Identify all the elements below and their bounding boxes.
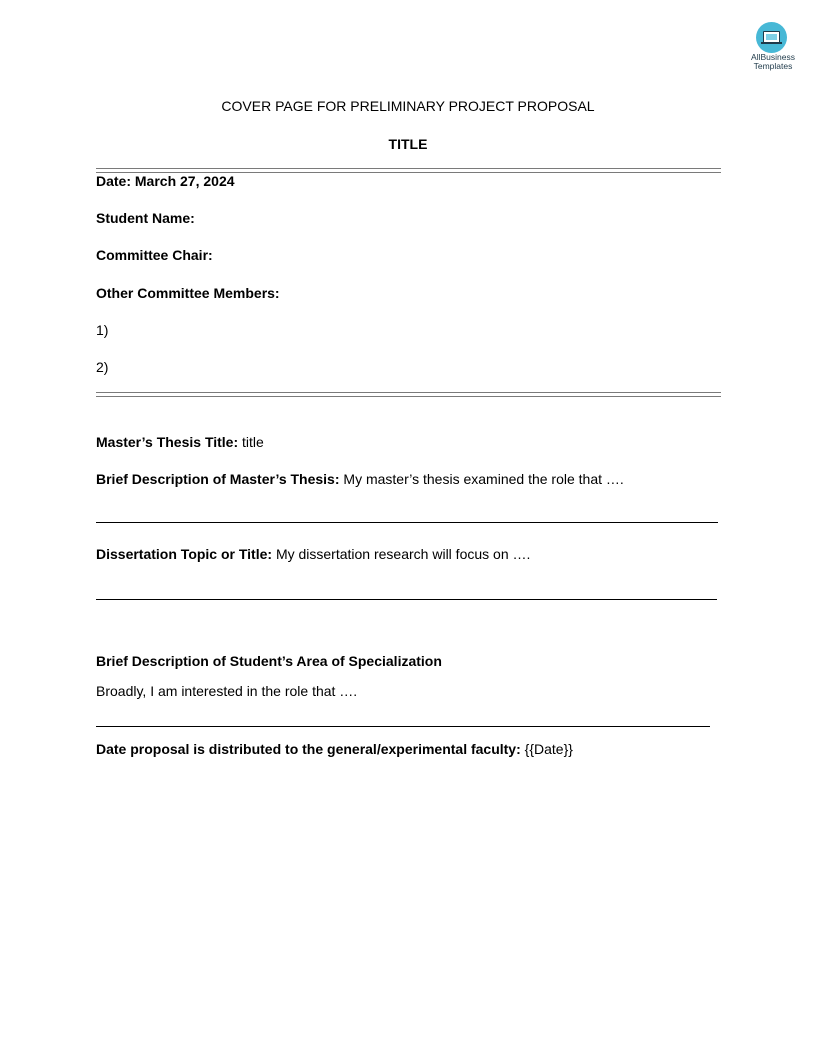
thesis-description-underline bbox=[96, 522, 718, 523]
thesis-description-value: My master’s thesis examined the role that …. bbox=[339, 471, 624, 487]
committee-chair-label: Committee Chair: bbox=[96, 247, 213, 263]
dissertation-label: Dissertation Topic or Title: bbox=[96, 546, 273, 562]
committee-member-2: 2) bbox=[96, 359, 109, 375]
dissertation-line bbox=[96, 545, 530, 563]
thesis-title-value: title bbox=[238, 434, 264, 450]
logo-line-1: AllBusiness bbox=[751, 52, 795, 62]
logo-text bbox=[748, 53, 798, 71]
logo-line-2: Templates bbox=[753, 61, 793, 71]
thesis-title-label: Master’s Thesis Title: bbox=[96, 434, 239, 450]
laptop-icon bbox=[756, 22, 787, 53]
thesis-description-label: Brief Description of Master’s Thesis: bbox=[96, 471, 340, 487]
double-divider-bottom bbox=[96, 392, 721, 397]
specialization-value: Broadly, I am interested in the role that …. bbox=[96, 683, 358, 699]
distribution-date-line bbox=[96, 740, 573, 758]
student-name-label: Student Name: bbox=[96, 210, 195, 226]
specialization-label: Brief Description of Student’s Area of Specialization bbox=[96, 653, 442, 669]
document-subtitle: TITLE bbox=[388, 136, 428, 152]
dissertation-value: My dissertation research will focus on …. bbox=[272, 546, 531, 562]
date-label: Date: March 27, 2024 bbox=[96, 173, 235, 189]
thesis-title-line bbox=[96, 433, 264, 451]
document-title: COVER PAGE FOR PRELIMINARY PROJECT PROPOSAL bbox=[221, 98, 595, 114]
distribution-date-value: {{Date}} bbox=[520, 741, 573, 757]
thesis-description-line bbox=[96, 470, 624, 488]
other-committee-members-label: Other Committee Members: bbox=[96, 285, 280, 301]
dissertation-underline bbox=[96, 599, 717, 600]
committee-member-1: 1) bbox=[96, 322, 109, 338]
distribution-date-label: Date proposal is distributed to the general/experimental faculty: bbox=[96, 741, 521, 757]
specialization-underline bbox=[96, 726, 710, 727]
